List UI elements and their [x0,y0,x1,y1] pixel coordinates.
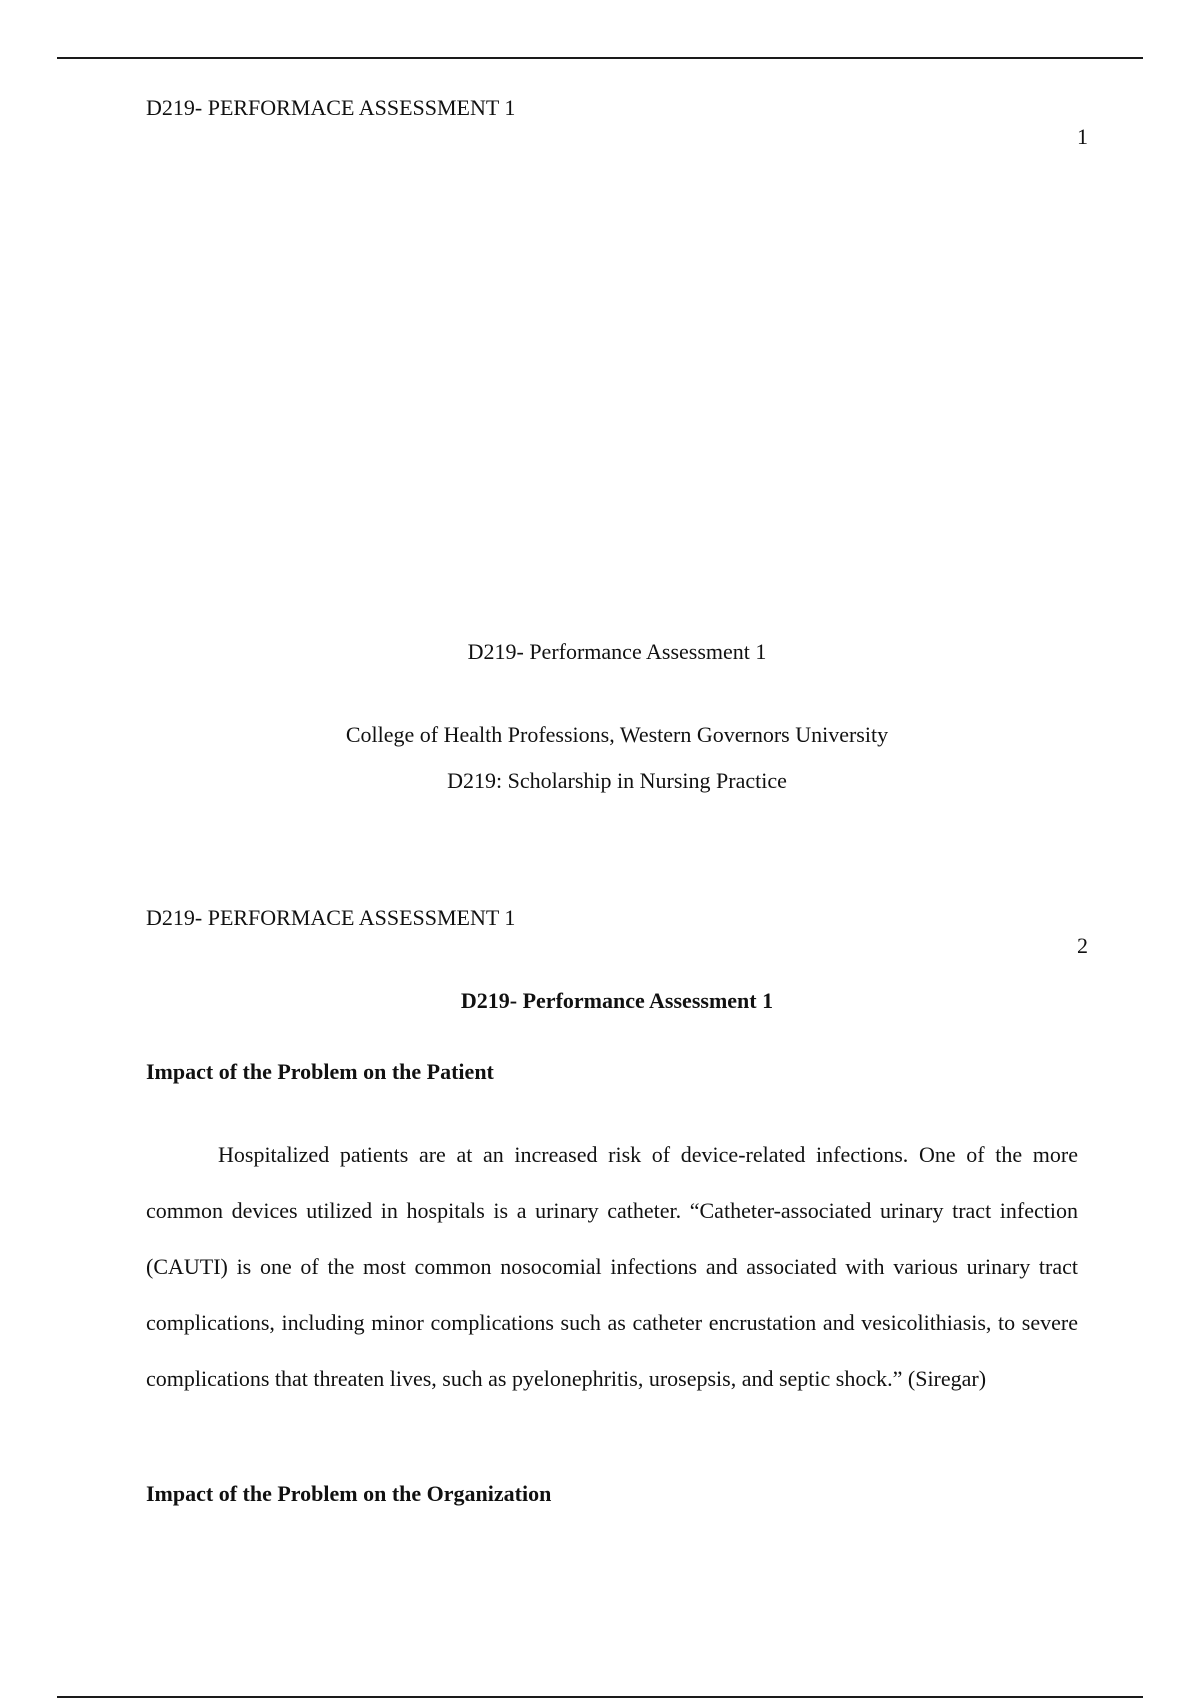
section-heading-patient: Impact of the Problem on the Patient [146,1059,494,1084]
course-line: D219: Scholarship in Nursing Practice [447,768,787,793]
page-number-1: 1 [1077,124,1088,149]
paper-title: D219- Performance Assessment 1 [460,988,774,1013]
page-number-2: 2 [1077,933,1088,958]
institution-line: College of Health Professions, Western Governors University [345,722,889,747]
section-paragraph-patient: Hospitalized patients are at an increased risk of device-related infections. One of the more common devices utilized in hospitals is a urinary catheter. “Catheter-associated urinary tract infection (CAUTI) is one of the most common nosocomial infections and associated with various urinary tract complications, including minor complications such as catheter encrustation and vesicolithiasis, to severe complications that threaten lives, such as pyelonephritis, urosepsis, and septic shock.” (Siregar) [146,1142,1078,1391]
page-top-border [57,57,1143,59]
title-page-title: D219- Performance Assessment 1 [467,639,767,664]
running-head-page-2: D219- PERFORMACE ASSESSMENT 1 [146,905,516,930]
running-head-page-1: D219- PERFORMACE ASSESSMENT 1 [146,95,516,120]
section-heading-organization: Impact of the Problem on the Organization [146,1481,552,1506]
page-bottom-border [57,1696,1143,1698]
